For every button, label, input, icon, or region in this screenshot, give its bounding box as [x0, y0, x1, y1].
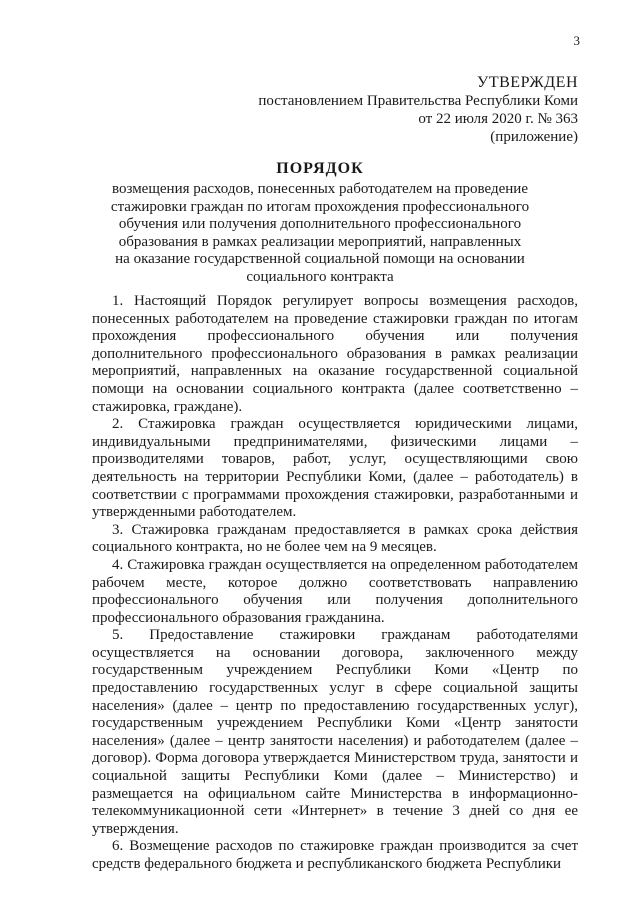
paragraph-2	[92, 416, 578, 522]
paragraph-number: 5.	[112, 627, 124, 644]
paragraph-1	[92, 293, 578, 416]
approval-line: (приложение)	[490, 129, 578, 145]
paragraph-3	[92, 522, 578, 557]
paragraph-number: 4.	[112, 556, 124, 573]
paragraph-number: 6.	[112, 838, 124, 855]
approval-line: от 22 июля 2020 г. № 363	[418, 111, 578, 127]
approval-line: постановлением Правительства Республики Коми	[258, 93, 578, 109]
subtitle-line: возмещения расходов, понесенных работодателем на проведение	[112, 181, 528, 197]
paragraph-6	[92, 838, 578, 873]
subtitle-line: социального контракта	[246, 268, 394, 285]
paragraph-text: Предоставление стажировки гражданам работодателями осуществляется на основании договора, заключенного между государственным учреждением Республики Коми «Центр по предоставлению государственных услуг в сфере социальной защиты населения» (далее – центр по предоставлению государственных услуг), государственным учреждением Республики Коми «Центр занятости населения» (далее – центр занятости населения) и работодателем (далее – договор). Форма договора утверждается Министерством труда, занятости и социальной защиты Республики Коми (далее – Министерство) и размещается на официальном сайте Министерства в информационно-телекоммуникационной сети «Интернет» в течение 3 дней со дня ее утверждения.	[92, 627, 578, 837]
paragraph-number: 2.	[112, 416, 124, 433]
approval-title: УТВЕРЖДЕН	[477, 74, 578, 91]
subtitle-line: образования в рамках реализации мероприятий, направленных	[118, 233, 522, 250]
document-subtitle	[0, 181, 640, 286]
paragraph-text: Возмещение расходов по стажировке граждан производится за счет средств федерального бюджета и республиканского бюджета Республики	[92, 838, 578, 872]
paragraph-text: Стажировка граждан осуществляется на определенном работодателем рабочем месте, которое должно соответствовать направлению профессионального обучения или получения дополнительного профессионального образования гражданина.	[92, 556, 578, 626]
paragraph-number: 3.	[112, 521, 124, 538]
paragraph-text: Настоящий Порядок регулирует вопросы возмещения расходов, понесенных работодателем на проведение стажировки граждан по итогам прохождения профессионального обучения или получения дополнительного профессионального образования в рамках реализации мероприятий, направленных на оказание государственной социальной помощи на основании социального контракта (далее соответственно – стажировка, граждане).	[92, 293, 578, 415]
paragraph-text: Стажировка граждан осуществляется юридическими лицами, индивидуальными предпринимателями, физическими лицами – производителями товаров, работ, услуг, осуществляющими свою деятельность на территории Республики Коми, (далее – работодатель) в соответствии с программами прохождения стажировки, разработанными и утвержденными работодателем.	[92, 416, 578, 521]
paragraph-number: 1.	[112, 293, 124, 309]
subtitle-line: на оказание государственной социальной помощи на основании	[115, 251, 525, 267]
document-body	[92, 293, 578, 874]
page-number: 3	[573, 33, 580, 48]
paragraph-4	[92, 557, 578, 627]
paragraph-text: Стажировка гражданам предоставляется в рамках срока действия социального контракта, но не более чем на 9 месяцев.	[92, 521, 579, 556]
approval-stamp	[258, 74, 578, 146]
paragraph-5	[92, 627, 578, 838]
document-title: ПОРЯДОК	[276, 160, 364, 177]
subtitle-line: обучения или получения дополнительного профессионального	[118, 216, 522, 232]
subtitle-line: стажировки граждан по итогам прохождения профессионального	[110, 198, 530, 215]
